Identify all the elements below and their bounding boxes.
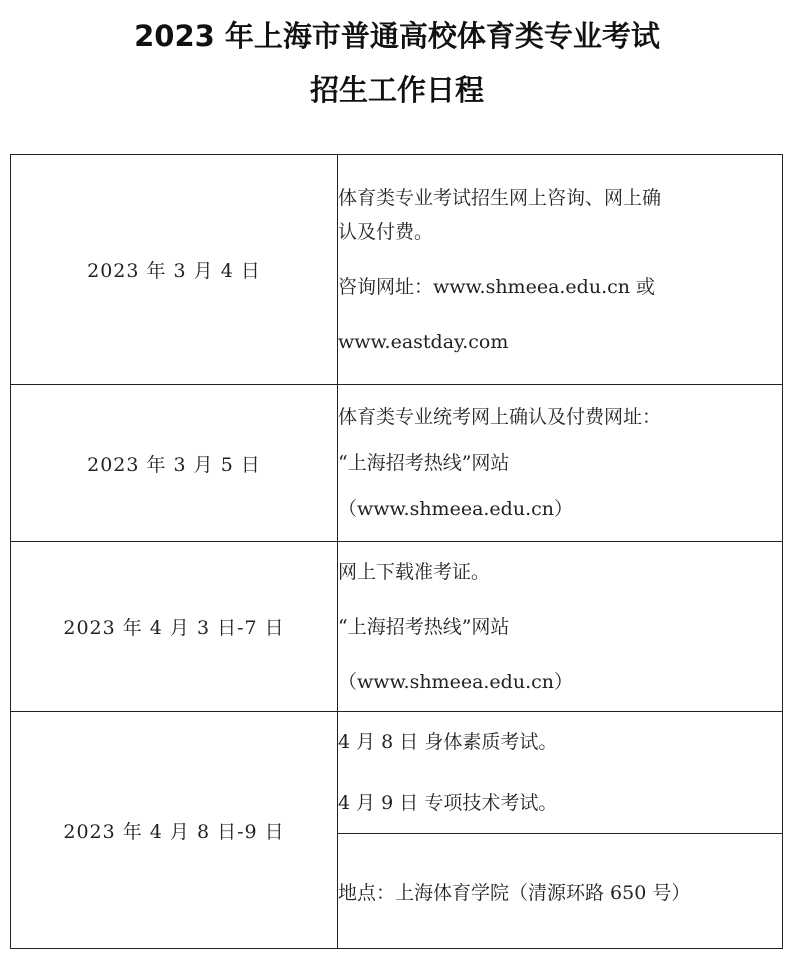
location-cell [338, 834, 783, 949]
description-line: 体育类专业考试招生网上咨询、网上确 [338, 186, 662, 209]
description-line: 网上下载准考证。 [338, 560, 491, 583]
description-line: “上海招考热线”网站 [338, 452, 510, 474]
page-title-line-2: 招生工作日程 [309, 73, 484, 107]
date-cell: 2023 年 3 月 5 日 [11, 385, 338, 542]
description-line: 4 月 8 日 身体素质考试。 [338, 731, 558, 753]
location-line: 地点：上海体育学院（清源环路 650 号） [338, 881, 691, 904]
description-line: （www.shmeea.edu.cn） [338, 498, 573, 520]
table-row [11, 155, 783, 385]
table-row [11, 542, 783, 712]
table-row [11, 385, 783, 542]
date-cell: 2023 年 4 月 3 日-7 日 [11, 542, 338, 712]
description-cell [338, 712, 783, 834]
description-cell [338, 385, 783, 542]
description-cell [338, 155, 783, 385]
description-line: www.eastday.com [338, 330, 509, 353]
table-row [11, 712, 783, 834]
description-line: 咨询网址：www.shmeea.edu.cn 或 [338, 275, 656, 298]
description-line: 4 月 9 日 专项技术考试。 [338, 792, 558, 814]
date-cell: 2023 年 3 月 4 日 [11, 155, 338, 385]
page-title-line-1: 2023 年上海市普通高校体育类专业考试 [134, 19, 660, 53]
description-line: 认及付费。 [338, 220, 434, 243]
date-cell: 2023 年 4 月 8 日-9 日 [11, 712, 338, 949]
description-line: “上海招考热线”网站 [338, 615, 510, 638]
description-line: （www.shmeea.edu.cn） [338, 670, 573, 693]
description-line: 体育类专业统考网上确认及付费网址： [338, 406, 662, 428]
description-cell [338, 542, 783, 712]
schedule-table [10, 154, 783, 949]
